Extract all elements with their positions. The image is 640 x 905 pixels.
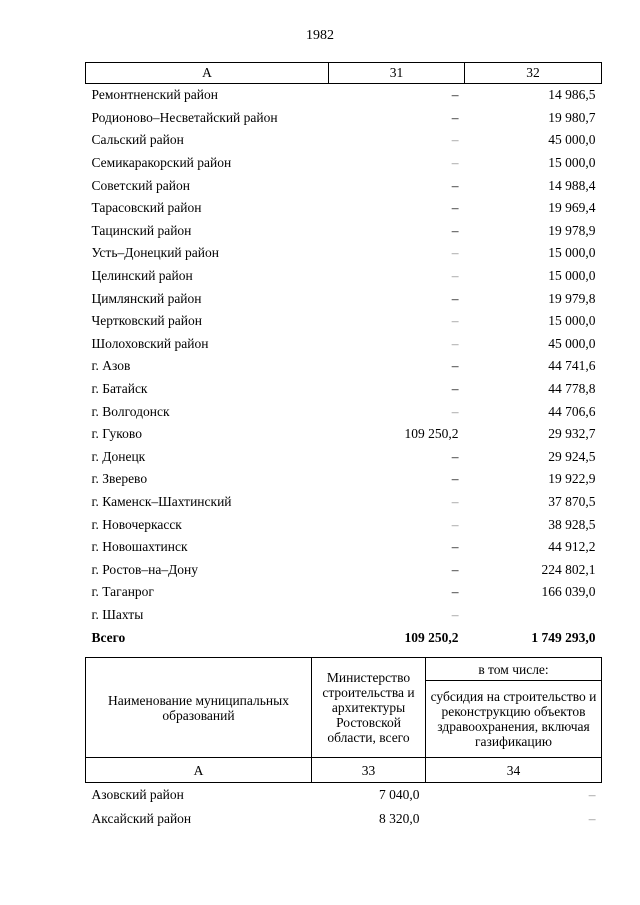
municipality-name: Целинский район: [91, 268, 193, 284]
value-col-34: –: [588, 787, 596, 802]
value-col-32: 224 802,1: [541, 561, 596, 577]
table-row: [86, 400, 602, 423]
municipality-name: г. Новошахтинск: [91, 539, 188, 555]
value-col-31: –: [451, 471, 459, 487]
value-col-32: 37 870,5: [548, 493, 596, 509]
table-row: [86, 220, 602, 243]
value-col-32: 166 039,0: [541, 584, 596, 600]
municipality-name: г. Ростов–на–Дону: [91, 561, 199, 577]
municipality-name: г. Батайск: [91, 381, 148, 397]
value-col-31: –: [451, 358, 459, 374]
value-col-31: –: [451, 381, 459, 397]
table-row: [86, 423, 602, 446]
value-col-32: 14 986,5: [548, 87, 596, 103]
table-row: [86, 310, 602, 333]
header-municipality: Наименование муниципальных образований: [86, 658, 312, 758]
table-row: [86, 581, 602, 604]
total-col-32: 1 749 293,0: [531, 629, 596, 645]
municipality-name: г. Волгодонск: [91, 403, 170, 419]
table-row: [86, 558, 602, 581]
value-col-32: 45 000,0: [548, 132, 596, 148]
value-col-33: 8 320,0: [379, 811, 420, 826]
value-col-31: –: [451, 448, 459, 464]
municipality-name: г. Зверево: [91, 471, 148, 487]
table-row: [86, 783, 602, 808]
municipality-name: г. Шахты: [91, 606, 144, 622]
header-including: в том числе:: [426, 658, 602, 681]
municipality-name: Тацинский район: [91, 222, 192, 238]
header-col-a: А: [86, 63, 329, 84]
table2-body: [86, 783, 602, 832]
table2-index-row: [86, 758, 602, 783]
value-col-32: 44 706,6: [548, 403, 596, 419]
value-col-34: –: [588, 811, 596, 826]
header-ministry-total: Министерство строительства и архитектуры Ростовской области, всего: [312, 658, 426, 758]
value-col-32: 44 912,2: [548, 539, 596, 555]
municipality-name: Ремонтненский район: [91, 87, 218, 103]
value-col-31: –: [451, 403, 459, 419]
value-col-32: 45 000,0: [548, 335, 596, 351]
table-row: [86, 287, 602, 310]
municipality-name: г. Каменск–Шахтинский: [91, 493, 232, 509]
value-col-32: 19 979,8: [548, 290, 596, 306]
header-subsidy: субсидия на строительство и реконструкцию объектов здравоохранения, включая газификацию: [426, 681, 602, 758]
value-col-32: 15 000,0: [548, 155, 596, 171]
table-row: [86, 129, 602, 152]
page-number: 1982: [306, 28, 334, 43]
value-col-32: 29 924,5: [548, 448, 596, 464]
municipality-name: г. Таганрог: [91, 584, 154, 600]
ministry-table: [85, 657, 602, 831]
municipality-name: Советский район: [91, 177, 190, 193]
value-col-32: 19 978,9: [548, 222, 596, 238]
table-row: [86, 468, 602, 491]
table1-body: [86, 84, 602, 649]
index-col-34: 34: [426, 758, 602, 783]
value-col-31: –: [451, 177, 459, 193]
table-row: [86, 152, 602, 175]
municipality-name: г. Гуково: [91, 426, 142, 442]
value-col-31: –: [451, 109, 459, 125]
header-col-32: 32: [465, 63, 602, 84]
value-col-31: –: [451, 132, 459, 148]
value-col-32: [465, 604, 602, 627]
value-col-31: 109 250,2: [404, 426, 459, 442]
total-row: [86, 626, 602, 649]
value-col-31: –: [451, 268, 459, 284]
municipality-name: Тарасовский район: [91, 200, 202, 216]
table-row: [86, 84, 602, 107]
table-row: [86, 174, 602, 197]
table-row: [86, 265, 602, 288]
value-col-31: –: [451, 222, 459, 238]
value-col-31: –: [451, 155, 459, 171]
table-row: [86, 107, 602, 130]
value-col-32: 44 741,6: [548, 358, 596, 374]
value-col-32: 38 928,5: [548, 516, 596, 532]
value-col-32: 29 932,7: [548, 426, 596, 442]
table-row: [86, 333, 602, 356]
table-row: [86, 807, 602, 831]
value-col-33: 7 040,0: [379, 787, 420, 802]
municipality-name: Цимлянский район: [91, 290, 202, 306]
value-col-31: –: [451, 539, 459, 555]
table-row: [86, 378, 602, 401]
value-col-31: –: [451, 606, 459, 622]
table-row: [86, 242, 602, 265]
municipality-name: г. Азов: [91, 358, 131, 374]
value-col-31: –: [451, 335, 459, 351]
total-label: Всего: [91, 629, 126, 645]
municipality-name: Усть–Донецкий район: [91, 245, 219, 261]
value-col-32: 19 969,4: [548, 200, 596, 216]
value-col-31: –: [451, 584, 459, 600]
table-row: [86, 491, 602, 514]
table-row: [86, 604, 602, 627]
value-col-31: –: [451, 245, 459, 261]
municipality-name: Семикаракорский район: [91, 155, 232, 171]
value-col-31: –: [451, 493, 459, 509]
table1-header-row: [86, 63, 602, 84]
value-col-32: 15 000,0: [548, 268, 596, 284]
value-col-32: 14 988,4: [548, 177, 596, 193]
value-col-32: 19 980,7: [548, 109, 596, 125]
value-col-32: 19 922,9: [548, 471, 596, 487]
table-row: [86, 355, 602, 378]
index-col-a: А: [86, 758, 312, 783]
table-row: [86, 446, 602, 469]
table-row: [86, 197, 602, 220]
municipality-name: Аксайский район: [91, 811, 192, 826]
municipality-name: Шолоховский район: [91, 335, 209, 351]
table-row: [86, 536, 602, 559]
budget-table-continued: [85, 62, 602, 649]
value-col-32: 15 000,0: [548, 245, 596, 261]
total-col-31: 109 250,2: [404, 629, 459, 645]
municipality-name: Родионово–Несветайский район: [91, 109, 278, 125]
value-col-32: 44 778,8: [548, 381, 596, 397]
value-col-31: –: [451, 313, 459, 329]
value-col-31: –: [451, 561, 459, 577]
value-col-31: –: [451, 87, 459, 103]
table2-header-row-1: [86, 658, 602, 681]
value-col-32: 15 000,0: [548, 313, 596, 329]
table-row: [86, 513, 602, 536]
header-col-31: 31: [329, 63, 465, 84]
value-col-31: –: [451, 516, 459, 532]
municipality-name: Чертковский район: [91, 313, 202, 329]
value-col-31: –: [451, 290, 459, 306]
municipality-name: Азовский район: [91, 787, 184, 802]
index-col-33: 33: [312, 758, 426, 783]
municipality-name: г. Новочеркасск: [91, 516, 182, 532]
municipality-name: г. Донецк: [91, 448, 146, 464]
value-col-31: –: [451, 200, 459, 216]
municipality-name: Сальский район: [91, 132, 184, 148]
